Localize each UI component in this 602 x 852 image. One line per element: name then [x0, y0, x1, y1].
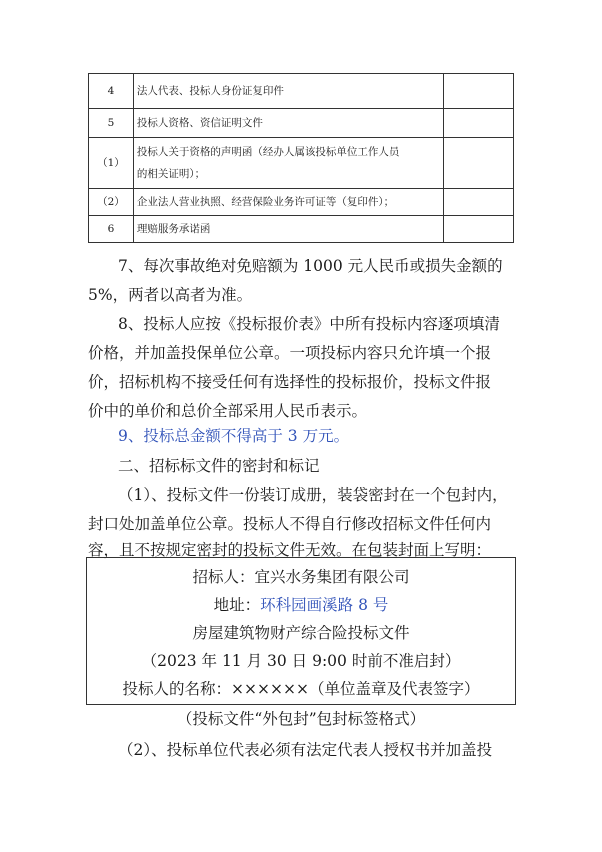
envelope-bidder — [87, 677, 515, 701]
row-text-line: 投标人关于资格的声明函（经办人属该投标单位工作人员 — [136, 146, 400, 158]
envelope-address-value: 环科园画溪路 8 号 — [260, 596, 389, 614]
clause-8-line-3: 价，招标机构不接受任何有选择性的投标报价，投标文件报 — [88, 373, 492, 391]
envelope-bidder-note: （单位盖章及代表签字） — [308, 680, 480, 698]
clause-7-line-1: 7、每次事故绝对免赔额为 1000 元人民币或损失金额的 — [118, 257, 503, 275]
clause-8-line-2: 价格，并加盖投保单位公章。一项投标内容只允许填一个报 — [88, 344, 492, 362]
table-row — [89, 109, 514, 138]
table-row — [89, 189, 514, 216]
envelope-doc-title: 房屋建筑物财产综合险投标文件 — [192, 624, 410, 642]
envelope-bidder-value: ×××××× — [231, 680, 309, 698]
clause-8-line-1: 8、投标人应按《投标报价表》中所有投标内容逐项填清 — [118, 315, 500, 333]
row-text: 法人代表、投标人身份证复印件 — [133, 74, 443, 109]
row-empty-cell — [443, 189, 513, 216]
row-text-line: 的相关证明）； — [136, 168, 206, 180]
section-2-title: 二、招标标文件的密封和标记 — [118, 457, 320, 475]
envelope-caption: （投标文件“外包封”包封标签格式） — [176, 710, 426, 728]
clause-8-line-4: 价中的单价和总价全部采用人民币表示。 — [88, 402, 368, 420]
document-checklist-table — [88, 73, 514, 243]
row-text: 企业法人营业执照、经营保险业务许可证等（复印件）； — [133, 189, 443, 216]
row-number: （1） — [89, 138, 134, 189]
envelope-address — [87, 593, 515, 617]
row-text: 投标人资格、资信证明文件 — [133, 109, 443, 138]
row-empty-cell — [443, 216, 513, 243]
row-empty-cell — [443, 138, 513, 189]
envelope-address-label: 地址： — [213, 596, 261, 614]
table-row — [89, 216, 514, 243]
row-number: 6 — [89, 216, 134, 243]
row-number: （2） — [89, 189, 134, 216]
row-number: 4 — [89, 74, 134, 109]
row-empty-cell — [443, 74, 513, 109]
envelope-tenderer: 招标人：宜兴水务集团有限公司 — [192, 568, 410, 586]
sealing-rule-2-line-1: （2）、投标单位代表必须有法定代表人授权书并加盖投 — [118, 741, 493, 759]
sealing-rule-1-line-2: 封口处加盖单位公章。投标人不得自行修改招标文件任何内 — [88, 515, 492, 533]
row-text: 理赔服务承诺函 — [133, 216, 443, 243]
envelope-deadline: （2023 年 11 月 30 日 9:00 时前不准启封） — [141, 652, 461, 670]
row-text — [133, 138, 443, 189]
clause-7-line-2: 5%，两者以高者为准。 — [88, 286, 253, 304]
sealing-rule-1-line-1: （1）、投标文件一份装订成册，装袋密封在一个包封内， — [118, 486, 508, 504]
sealing-rule-1-line-3: 容，且不按规定密封的投标文件无效。在包装封面上写明： — [88, 541, 492, 559]
row-empty-cell — [443, 109, 513, 138]
envelope-bidder-label: 投标人的名称： — [122, 680, 232, 698]
table-row — [89, 74, 514, 109]
clause-9: 9、投标总金额不得高于 3 万元。 — [118, 427, 350, 445]
envelope-label-box — [86, 557, 516, 705]
table-row — [89, 138, 514, 189]
row-number: 5 — [89, 109, 134, 138]
